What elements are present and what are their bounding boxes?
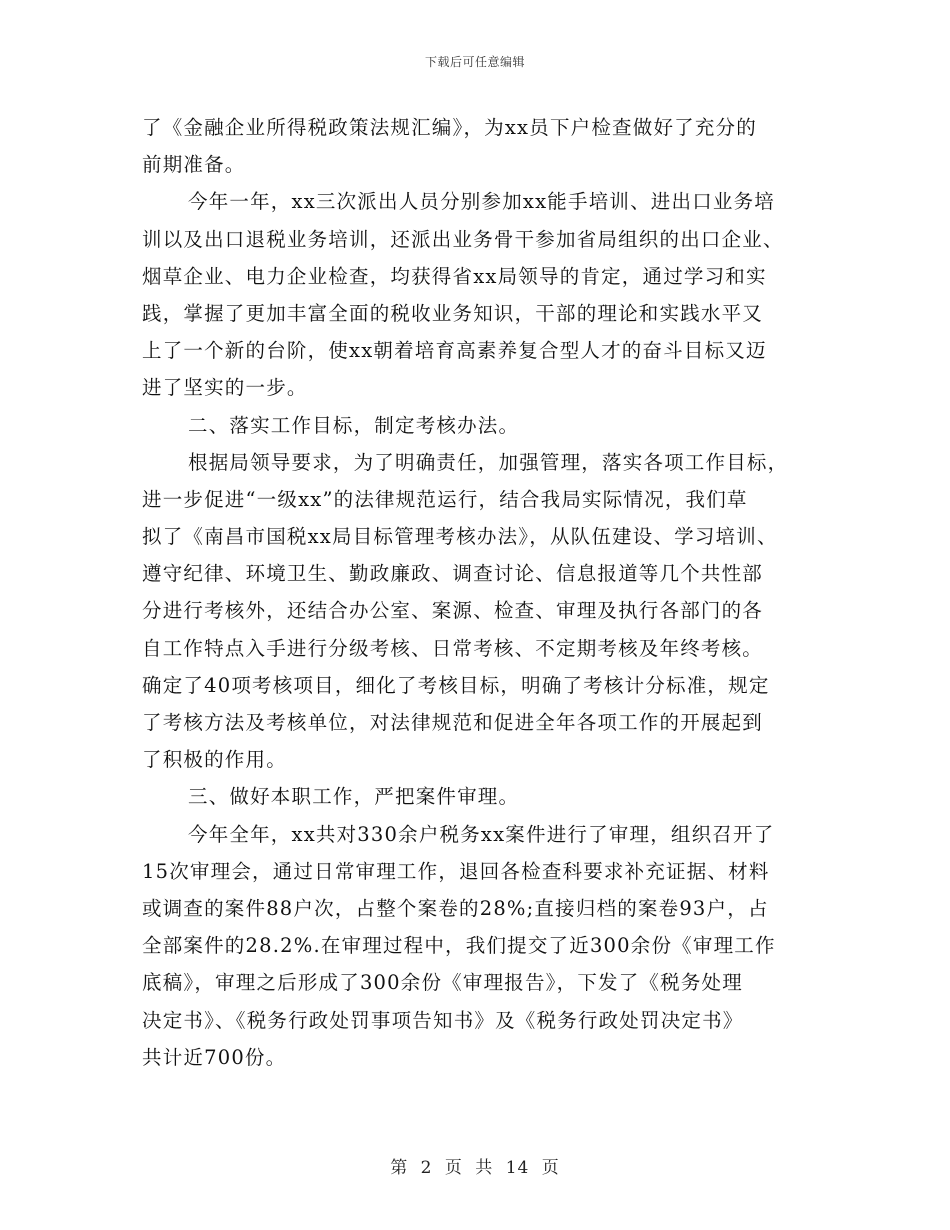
text-line: 15次审理会，通过日常审理工作，退回各检查科要求补充证据、材料 xyxy=(142,859,770,883)
text-line: 前期准备。 xyxy=(142,153,246,177)
text-line: 进一步促进“一级xx”的法律规范运行，结合我局实际情况，我们草 xyxy=(142,487,748,511)
text-line: 分进行考核外，还结合办公室、案源、检查、审理及执行各部门的各 xyxy=(142,599,764,623)
text-line: 底稿》，审理之后形成了300余份《审理报告》，下发了《税务处理 xyxy=(142,971,743,995)
text-line: 根据局领导要求，为了明确责任，加强管理，落实各项工作目标， xyxy=(188,450,789,474)
text-line: 今年一年，xx三次派出人员分别参加xx能手培训、进出口业务培 xyxy=(188,190,775,214)
section-heading: 二、落实工作目标，制定考核办法。 xyxy=(188,413,520,437)
text-line: 今年全年，xx共对330余户税务xx案件进行了审理，组织召开了 xyxy=(188,822,775,846)
section-heading: 三、做好本职工作，严把案件审理。 xyxy=(188,785,520,809)
text-line: 烟草企业、电力企业检查，均获得省xx局领导的肯定，通过学习和实 xyxy=(142,264,767,288)
text-line: 自工作特点入手进行分级考核、日常考核、不定期考核及年终考核。 xyxy=(142,636,764,660)
text-line: 践，掌握了更加丰富全面的税收业务知识，干部的理论和实践水平又 xyxy=(142,301,764,325)
page-header: 下载后可任意编辑 xyxy=(424,55,525,69)
text-line: 了考核方法及考核单位，对法律规范和促进全年各项工作的开展起到 xyxy=(142,711,764,734)
page-number-footer: 第 2 页 共 14 页 xyxy=(390,1158,560,1178)
text-line: 拟了《南昌市国税xx局目标管理考核办法》，从队伍建设、学习培训、 xyxy=(142,525,778,549)
text-line: 决定书》、《税务行政处罚事项告知书》及《税务行政处罚决定书》 xyxy=(142,1008,744,1032)
text-line: 了《金融企业所得税政策法规汇编》，为xx员下户检查做好了充分的 xyxy=(142,116,757,139)
document-body xyxy=(142,109,822,1076)
text-line: 全部案件的28.2%.在审理过程中，我们提交了近300余份《审理工作 xyxy=(142,934,776,958)
text-line: 遵守纪律、环境卫生、勤政廉政、调查讨论、信息报道等几个共性部 xyxy=(142,562,764,586)
text-line: 进了坚实的一步。 xyxy=(142,376,308,400)
text-line: 确定了40项考核项目，细化了考核目标，明确了考核计分标准，规定 xyxy=(142,673,770,697)
text-line: 共计近700份。 xyxy=(142,1045,287,1069)
text-line: 或调查的案件88户次，占整个案卷的28%;直接归档的案卷93户，占 xyxy=(142,896,769,920)
text-line: 上了一个新的台阶，使xx朝着培育高素养复合型人才的奋斗目标又迈 xyxy=(142,339,767,363)
text-line: 训以及出口退税业务培训，还派出业务骨干参加省局组织的出口企业、 xyxy=(142,227,784,251)
text-line: 了积极的作用。 xyxy=(142,748,287,772)
